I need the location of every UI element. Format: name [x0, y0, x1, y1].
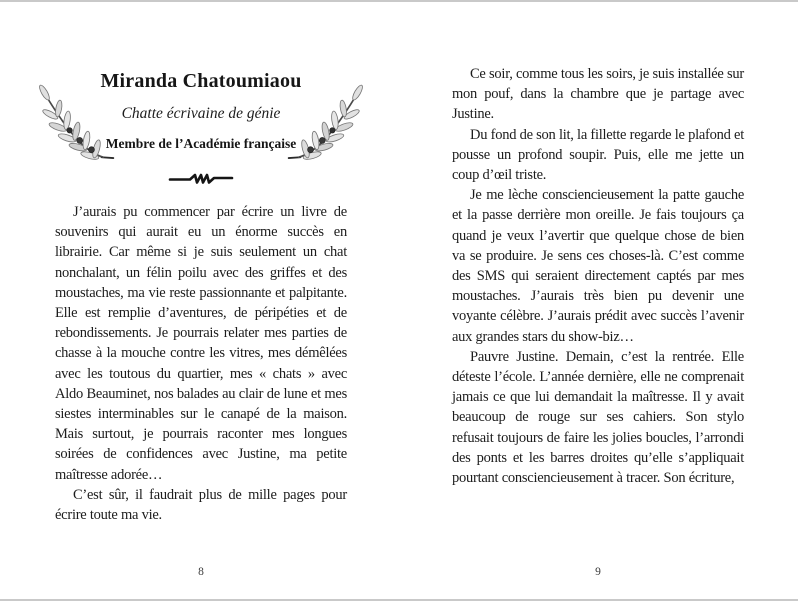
squiggle-divider-icon — [168, 172, 234, 186]
author-name: Miranda Chatoumiaou — [100, 70, 302, 92]
page-number-left: 8 — [198, 566, 204, 578]
page-number-right: 9 — [595, 566, 601, 578]
left-page-body — [55, 202, 347, 525]
paragraph: Ce soir, comme tous les soirs, je suis installée sur mon pouf, dans la chambre que je partage avec Justine. — [452, 66, 744, 123]
paragraph: C’est sûr, il faudrait plus de mille pages pour écrire toute ma vie. — [55, 486, 347, 524]
author-affiliation: Membre de l’Académie française — [105, 136, 297, 151]
paragraph: Pauvre Justine. Demain, c’est la rentrée. Elle déteste l’école. L’année dernière, elle ne comprenait jamais ce que lui demandait la maîtresse. Il y avait beaucoup de rouge sur ses cahiers. Son stylo refusait toujours de faire les jolies boucles, l’arrondi des ponts et les barres droites qu’elle s’appliquait pourtant consciencieusement à tracer. Son écriture, — [452, 348, 744, 487]
right-page — [452, 0, 744, 601]
paragraph: Je me lèche consciencieusement la patte gauche et la passe derrière mon oreille. Je fais toujours ça quand je veux l’avertir que quelque chose de bien va se produire. Je sens ces choses-là. C’est comme des SMS qui seraient directement captés par mes moustaches. J’aurais très bien pu devenir une voyante célèbre. J’aurais prédit avec succès l’avenir aux grandes stars du show-biz… — [452, 187, 744, 345]
paragraph: J’aurais pu commencer par écrire un livre de souvenirs qui aurait eu un énorme succès en librairie. Car même si je suis seulement un chat nonchalant, un félin poilu avec des griffes et des moustaches, ma vie reste passionnante et palpitante. Elle est remplie d’aventures, de péripéties et de rebondissements. Je pourrais relater mes parties de chasse à la mouche contre les vitres, mes démêlées avec les toutous du quartier, mes « chats » avec Aldo Beauminet, nos balades au clair de lune et mes siestes interminables sur le canapé de la maison. Mais surtout, je pourrais raconter mes longues soirées de confidences avec Justine, ma petite maîtresse adorée… — [55, 204, 347, 483]
paragraph: Du fond de son lit, la fillette regarde le plafond et pousse un profond soupir. Puis, elle me jette un coup d’œil triste. — [452, 126, 744, 184]
author-subtitle: Chatte écrivaine de génie — [121, 105, 281, 122]
left-page — [55, 0, 347, 601]
right-page-body — [452, 64, 744, 488]
